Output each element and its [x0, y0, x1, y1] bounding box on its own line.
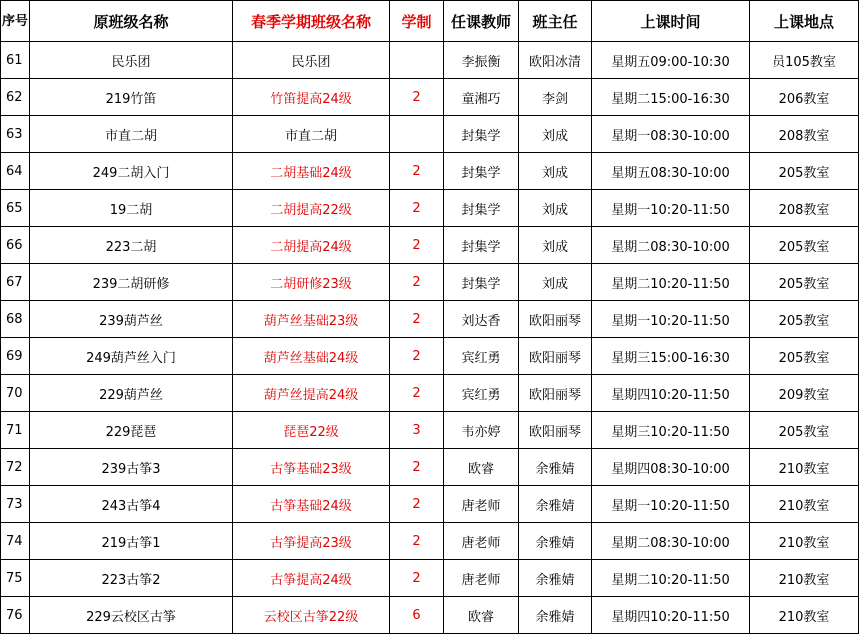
cell-semesters — [390, 42, 444, 79]
cell-teacher: 封集学 — [444, 116, 519, 153]
cell-time: 星期四10:20-11:50 — [592, 597, 750, 634]
cell-seq: 76 — [1, 597, 30, 634]
cell-spring-class: 二胡提高22级 — [233, 190, 390, 227]
cell-time: 星期二10:20-11:50 — [592, 560, 750, 597]
cell-location: 210教室 — [750, 486, 859, 523]
table-row — [1, 116, 859, 153]
cell-location: 210教室 — [750, 560, 859, 597]
header-row — [1, 1, 859, 42]
table-row — [1, 153, 859, 190]
cell-semesters: 2 — [390, 338, 444, 375]
cell-head-teacher: 欧阳丽琴 — [519, 412, 592, 449]
cell-spring-class: 民乐团 — [233, 42, 390, 79]
table-row — [1, 264, 859, 301]
cell-time: 星期四10:20-11:50 — [592, 375, 750, 412]
cell-original-class: 市直二胡 — [30, 116, 233, 153]
cell-semesters: 2 — [390, 301, 444, 338]
cell-time: 星期二15:00-16:30 — [592, 79, 750, 116]
table-row — [1, 190, 859, 227]
table-row — [1, 375, 859, 412]
cell-head-teacher: 刘成 — [519, 227, 592, 264]
cell-semesters: 2 — [390, 449, 444, 486]
cell-time: 星期五09:00-10:30 — [592, 42, 750, 79]
cell-head-teacher: 刘成 — [519, 190, 592, 227]
table-row — [1, 42, 859, 79]
cell-head-teacher: 欧阳丽琴 — [519, 301, 592, 338]
cell-teacher: 宾红勇 — [444, 375, 519, 412]
cell-time: 星期四08:30-10:00 — [592, 449, 750, 486]
cell-location: 205教室 — [750, 412, 859, 449]
cell-head-teacher: 余雅婧 — [519, 597, 592, 634]
cell-original-class: 243古筝4 — [30, 486, 233, 523]
cell-seq: 67 — [1, 264, 30, 301]
cell-teacher: 童湘巧 — [444, 79, 519, 116]
cell-seq: 66 — [1, 227, 30, 264]
cell-seq: 68 — [1, 301, 30, 338]
table-row — [1, 412, 859, 449]
cell-semesters: 6 — [390, 597, 444, 634]
cell-spring-class: 琵琶22级 — [233, 412, 390, 449]
cell-spring-class: 葫芦丝基础23级 — [233, 301, 390, 338]
cell-seq: 75 — [1, 560, 30, 597]
cell-original-class: 239古筝3 — [30, 449, 233, 486]
header-location: 上课地点 — [750, 1, 859, 42]
cell-head-teacher: 余雅婧 — [519, 560, 592, 597]
cell-original-class: 229云校区古筝 — [30, 597, 233, 634]
cell-location: 210教室 — [750, 449, 859, 486]
cell-seq: 69 — [1, 338, 30, 375]
cell-location: 205教室 — [750, 153, 859, 190]
cell-time: 星期一10:20-11:50 — [592, 486, 750, 523]
cell-time: 星期一10:20-11:50 — [592, 301, 750, 338]
cell-spring-class: 葫芦丝提高24级 — [233, 375, 390, 412]
cell-original-class: 民乐团 — [30, 42, 233, 79]
cell-spring-class: 二胡基础24级 — [233, 153, 390, 190]
cell-semesters: 2 — [390, 153, 444, 190]
cell-location: 206教室 — [750, 79, 859, 116]
cell-semesters: 3 — [390, 412, 444, 449]
cell-spring-class: 古筝提高24级 — [233, 560, 390, 597]
cell-semesters: 2 — [390, 227, 444, 264]
cell-original-class: 239二胡研修 — [30, 264, 233, 301]
cell-original-class: 229琵琶 — [30, 412, 233, 449]
cell-head-teacher: 欧阳丽琴 — [519, 338, 592, 375]
cell-head-teacher: 刘成 — [519, 264, 592, 301]
cell-seq: 62 — [1, 79, 30, 116]
table-row — [1, 301, 859, 338]
cell-location: 208教室 — [750, 116, 859, 153]
cell-semesters: 2 — [390, 79, 444, 116]
table-row — [1, 597, 859, 634]
cell-location: 210教室 — [750, 523, 859, 560]
cell-head-teacher: 欧阳冰清 — [519, 42, 592, 79]
cell-head-teacher: 余雅婧 — [519, 523, 592, 560]
cell-teacher: 刘达香 — [444, 301, 519, 338]
header-semesters: 学制 — [390, 1, 444, 42]
cell-head-teacher: 余雅婧 — [519, 486, 592, 523]
cell-spring-class: 古筝基础24级 — [233, 486, 390, 523]
cell-original-class: 249葫芦丝入门 — [30, 338, 233, 375]
cell-spring-class: 古筝提高23级 — [233, 523, 390, 560]
cell-semesters: 2 — [390, 264, 444, 301]
cell-seq: 71 — [1, 412, 30, 449]
table-row — [1, 486, 859, 523]
cell-seq: 61 — [1, 42, 30, 79]
cell-location: 205教室 — [750, 338, 859, 375]
cell-teacher: 欧睿 — [444, 597, 519, 634]
cell-time: 星期二08:30-10:00 — [592, 227, 750, 264]
cell-head-teacher: 余雅婧 — [519, 449, 592, 486]
cell-spring-class: 市直二胡 — [233, 116, 390, 153]
cell-seq: 73 — [1, 486, 30, 523]
cell-spring-class: 二胡研修23级 — [233, 264, 390, 301]
cell-semesters: 2 — [390, 560, 444, 597]
cell-original-class: 223古筝2 — [30, 560, 233, 597]
table-row — [1, 449, 859, 486]
cell-time: 星期五08:30-10:00 — [592, 153, 750, 190]
cell-semesters — [390, 116, 444, 153]
cell-location: 员105教室 — [750, 42, 859, 79]
table-row — [1, 227, 859, 264]
cell-spring-class: 葫芦丝基础24级 — [233, 338, 390, 375]
cell-teacher: 封集学 — [444, 190, 519, 227]
cell-time: 星期一10:20-11:50 — [592, 190, 750, 227]
cell-original-class: 249二胡入门 — [30, 153, 233, 190]
cell-seq: 74 — [1, 523, 30, 560]
cell-teacher: 封集学 — [444, 153, 519, 190]
cell-seq: 65 — [1, 190, 30, 227]
cell-original-class: 219竹笛 — [30, 79, 233, 116]
cell-spring-class: 古筝基础23级 — [233, 449, 390, 486]
cell-spring-class: 云校区古筝22级 — [233, 597, 390, 634]
cell-location: 210教室 — [750, 597, 859, 634]
cell-seq: 70 — [1, 375, 30, 412]
table-row — [1, 338, 859, 375]
cell-time: 星期一08:30-10:00 — [592, 116, 750, 153]
cell-teacher: 欧睿 — [444, 449, 519, 486]
cell-head-teacher: 刘成 — [519, 116, 592, 153]
header-seq: 序号 — [1, 1, 30, 42]
cell-original-class: 19二胡 — [30, 190, 233, 227]
cell-original-class: 223二胡 — [30, 227, 233, 264]
cell-time: 星期三15:00-16:30 — [592, 338, 750, 375]
cell-semesters: 2 — [390, 523, 444, 560]
table-row — [1, 560, 859, 597]
cell-teacher: 韦亦婷 — [444, 412, 519, 449]
cell-seq: 63 — [1, 116, 30, 153]
cell-semesters: 2 — [390, 375, 444, 412]
cell-teacher: 李振衡 — [444, 42, 519, 79]
cell-location: 205教室 — [750, 227, 859, 264]
cell-head-teacher: 欧阳丽琴 — [519, 375, 592, 412]
table-row — [1, 79, 859, 116]
header-spring-class: 春季学期班级名称 — [233, 1, 390, 42]
header-original-class: 原班级名称 — [30, 1, 233, 42]
cell-original-class: 219古筝1 — [30, 523, 233, 560]
cell-time: 星期二08:30-10:00 — [592, 523, 750, 560]
cell-location: 205教室 — [750, 264, 859, 301]
cell-location: 209教室 — [750, 375, 859, 412]
cell-location: 208教室 — [750, 190, 859, 227]
cell-original-class: 229葫芦丝 — [30, 375, 233, 412]
cell-time: 星期二10:20-11:50 — [592, 264, 750, 301]
table-row — [1, 523, 859, 560]
cell-head-teacher: 刘成 — [519, 153, 592, 190]
cell-semesters: 2 — [390, 190, 444, 227]
cell-teacher: 唐老师 — [444, 486, 519, 523]
header-head-teacher: 班主任 — [519, 1, 592, 42]
cell-original-class: 239葫芦丝 — [30, 301, 233, 338]
header-teacher: 任课教师 — [444, 1, 519, 42]
cell-location: 205教室 — [750, 301, 859, 338]
cell-teacher: 宾红勇 — [444, 338, 519, 375]
cell-teacher: 封集学 — [444, 264, 519, 301]
cell-spring-class: 二胡提高24级 — [233, 227, 390, 264]
cell-semesters: 2 — [390, 486, 444, 523]
cell-seq: 64 — [1, 153, 30, 190]
header-time: 上课时间 — [592, 1, 750, 42]
cell-time: 星期三10:20-11:50 — [592, 412, 750, 449]
cell-teacher: 封集学 — [444, 227, 519, 264]
cell-teacher: 唐老师 — [444, 523, 519, 560]
cell-spring-class: 竹笛提高24级 — [233, 79, 390, 116]
cell-head-teacher: 李剑 — [519, 79, 592, 116]
cell-teacher: 唐老师 — [444, 560, 519, 597]
cell-seq: 72 — [1, 449, 30, 486]
